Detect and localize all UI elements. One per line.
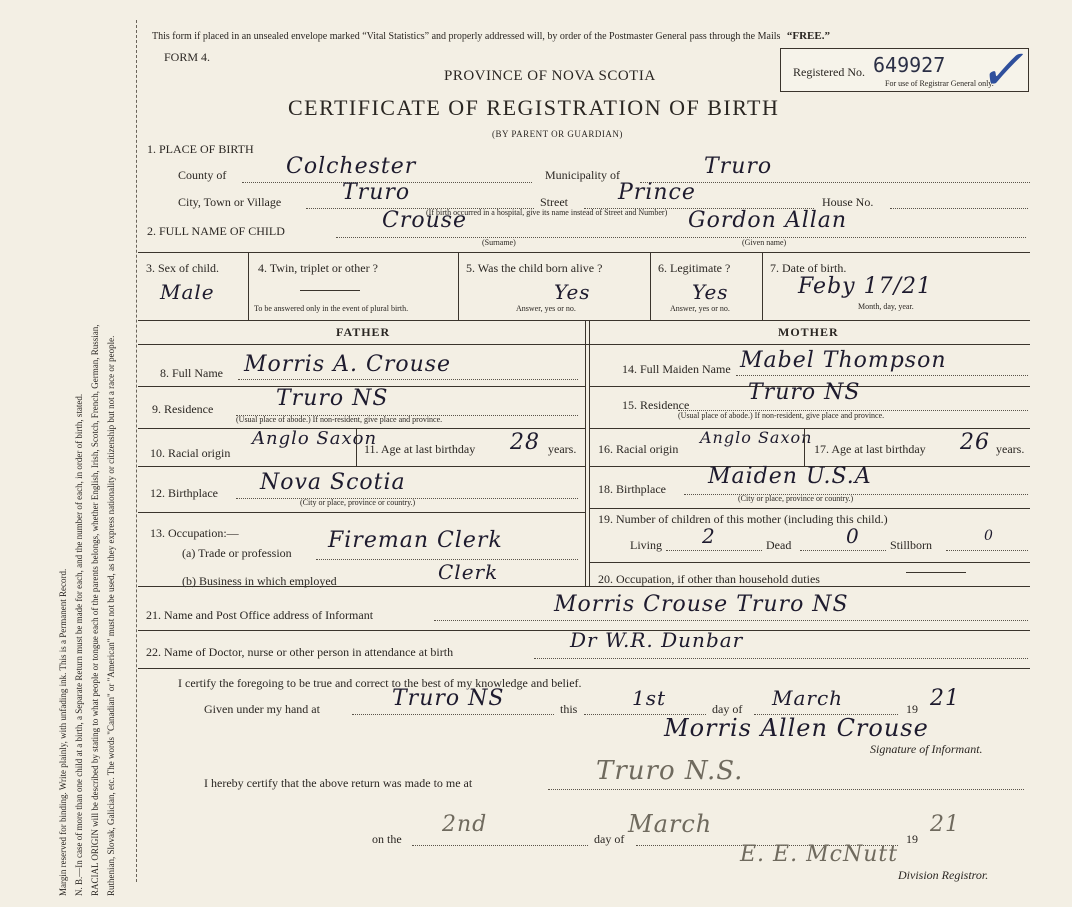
children-count-label: 19. Number of children of this mother (including this child.) <box>598 512 888 526</box>
signature-of-informant-label: Signature of Informant. <box>870 742 983 756</box>
surname-note: (Surname) <box>482 238 516 247</box>
living-count: 2 <box>702 524 716 548</box>
free-label: “FREE.” <box>786 30 830 42</box>
registered-no-label: Registered No. <box>793 65 865 79</box>
this-label: this <box>560 702 578 716</box>
certify-year-prefix: 19 <box>906 702 918 716</box>
father-birthplace-label: 12. Birthplace <box>150 486 218 500</box>
given-name-note: (Given name) <box>742 238 787 247</box>
doctor-label: 22. Name of Doctor, nurse or other person in attendance at birth <box>146 645 454 659</box>
given-under-label: Given under my hand at <box>204 702 320 716</box>
municipality-value: Truro <box>704 154 773 179</box>
certify-text: I certify the foregoing to be true and correct to the best of my knowledge and belief. <box>178 676 582 690</box>
margin-note-2: N. B.—In case of more than one child at a birth, a Separate Return must be made for each, and the number of each, in order of birth, stated. <box>74 393 84 896</box>
postal-notice: This form if placed in an unsealed envelope marked “Vital Statistics” and properly addressed will, by order of the Postmaster General pass through the Mails “FREE.” <box>152 30 830 42</box>
doctor-value: Dr W.R. Dunbar <box>570 628 744 652</box>
twin-label: 4. Twin, triplet or other ? <box>258 261 378 275</box>
mother-birthplace-note: (City or place, province or country.) <box>738 494 854 503</box>
dob-label: 7. Date of birth. <box>770 261 847 275</box>
father-birthplace-note: (City or place, province or country.) <box>300 498 416 507</box>
stillborn-count: 0 <box>984 528 994 544</box>
form-number: FORM 4. <box>164 50 211 64</box>
child-given-name: Gordon Allan <box>688 208 848 233</box>
father-years-label: years. <box>548 442 577 456</box>
dob-note: Month, day, year. <box>858 302 914 311</box>
alive-value: Yes <box>554 280 591 304</box>
father-business: Clerk <box>438 560 499 584</box>
child-name-label: 2. FULL NAME OF CHILD <box>147 224 285 238</box>
mother-birthplace: Maiden U.S.A <box>708 464 872 489</box>
county-label: County of <box>178 168 227 182</box>
sex-value: Male <box>160 280 215 304</box>
certify-year: 21 <box>930 686 960 711</box>
municipality-label: Municipality of <box>545 168 620 182</box>
father-age-label: 11. Age at last birthday <box>364 442 476 456</box>
city-label: City, Town or Village <box>178 195 282 209</box>
father-residence-note: (Usual place of abode.) If non-resident, give place and province. <box>236 415 443 424</box>
hospital-note: (If birth occurred in a hospital, give its name instead of Street and Number) <box>426 208 668 217</box>
alive-label: 5. Was the child born alive ? <box>466 261 603 275</box>
mother-birthplace-label: 18. Birthplace <box>598 482 666 496</box>
registrar-text: I hereby certify that the above return was made to me at <box>204 776 473 790</box>
mother-name: Mabel Thompson <box>740 348 947 373</box>
informant-signature: Morris Allen Crouse <box>664 714 929 742</box>
father-race-label: 10. Racial origin <box>150 446 231 460</box>
mother-title: MOTHER <box>778 325 839 339</box>
sex-label: 3. Sex of child. <box>146 261 219 275</box>
father-name-label: 8. Full Name <box>160 366 223 380</box>
county-value: Colchester <box>286 154 417 179</box>
father-residence-label: 9. Residence <box>152 402 214 416</box>
registrar-day-of-label: day of <box>594 832 625 846</box>
father-title: FATHER <box>336 325 391 339</box>
binding-margin-line <box>136 20 137 882</box>
registrar-place: Truro N.S. <box>596 756 744 786</box>
registration-number: 649927 <box>873 53 946 77</box>
mother-residence: Truro NS <box>748 380 861 405</box>
mother-race: Anglo Saxon <box>700 428 813 447</box>
margin-note-3: RACIAL ORIGIN will be described by stating to what people or tongue each of the parents belongs, whether English, Irish, Scotch, French, German, Russian, <box>90 324 100 896</box>
certify-day: 1st <box>632 686 667 710</box>
mother-age: 26 <box>960 430 990 455</box>
mother-residence-note: (Usual place of abode.) If non-resident, give place and province. <box>678 411 885 420</box>
informant-label: 21. Name and Post Office address of Informant <box>146 608 374 622</box>
mother-race-label: 16. Racial origin <box>598 442 679 456</box>
father-trade: Fireman Clerk <box>328 528 503 553</box>
registrar-signature: E. E. McNutt <box>740 842 899 867</box>
certify-month: March <box>772 686 844 710</box>
stillborn-label: Stillborn <box>890 538 933 552</box>
on-the-label: on the <box>372 832 402 846</box>
house-no-label: House No. <box>822 195 874 209</box>
street-value: Prince <box>618 180 696 205</box>
mother-residence-label: 15. Residence <box>622 398 690 412</box>
street-label: Street <box>540 195 568 209</box>
registrar-year-prefix: 19 <box>906 832 918 846</box>
dead-count: 0 <box>846 524 860 548</box>
margin-note-1: Margin reserved for binding. Write plainly, with unfading ink. This is a Permanent Record. <box>58 568 68 896</box>
division-registrar-label: Division Registror. <box>898 868 989 882</box>
city-value: Truro <box>342 180 411 205</box>
father-birthplace: Nova Scotia <box>260 470 406 495</box>
registration-note: For use of Registrar General only. <box>885 79 994 88</box>
margin-note-4: Ruthenian, Slovak, Galician, etc. The words "Canadian" or "American" must not be used, as they express nationality or citizenship but not a race or people. <box>106 335 116 896</box>
check-mark-icon: ✓ <box>975 38 1036 103</box>
province-name: PROVINCE OF NOVA SCOTIA <box>444 68 656 84</box>
legitimate-label: 6. Legitimate ? <box>658 261 731 275</box>
day-of-label: day of <box>712 702 743 716</box>
mother-age-label: 17. Age at last birthday <box>814 442 926 456</box>
mother-occupation-label: 20. Occupation, if other than household duties <box>598 572 820 586</box>
page-subtitle: (BY PARENT OR GUARDIAN) <box>492 129 623 139</box>
alive-note: Answer, yes or no. <box>516 304 576 313</box>
mother-years-label: years. <box>996 442 1025 456</box>
living-label: Living <box>630 538 662 552</box>
registrar-year: 21 <box>930 812 960 837</box>
margin-notes <box>58 16 138 896</box>
informant-value: Morris Crouse Truro NS <box>554 592 849 617</box>
child-surname: Crouse <box>382 208 468 233</box>
father-age: 28 <box>510 430 540 455</box>
business-label: (b) Business in which employed <box>182 574 337 588</box>
registrar-day: 2nd <box>442 812 488 837</box>
certify-place: Truro NS <box>392 686 505 711</box>
mother-name-label: 14. Full Maiden Name <box>622 362 731 376</box>
father-race: Anglo Saxon <box>252 428 378 449</box>
dead-label: Dead <box>766 538 792 552</box>
twin-note: To be answered only in the event of plural birth. <box>254 304 409 313</box>
father-name: Morris A. Crouse <box>244 352 452 377</box>
legitimate-value: Yes <box>692 280 729 304</box>
dob-value: Feby 17/21 <box>798 274 932 299</box>
legitimate-note: Answer, yes or no. <box>670 304 730 313</box>
place-of-birth-label: 1. PLACE OF BIRTH <box>147 142 254 156</box>
registrar-month: March <box>628 810 713 838</box>
page-title: CERTIFICATE OF REGISTRATION OF BIRTH <box>288 95 780 120</box>
father-residence: Truro NS <box>276 386 389 411</box>
father-occupation-label: 13. Occupation:— <box>150 526 239 540</box>
trade-label: (a) Trade or profession <box>182 546 292 560</box>
